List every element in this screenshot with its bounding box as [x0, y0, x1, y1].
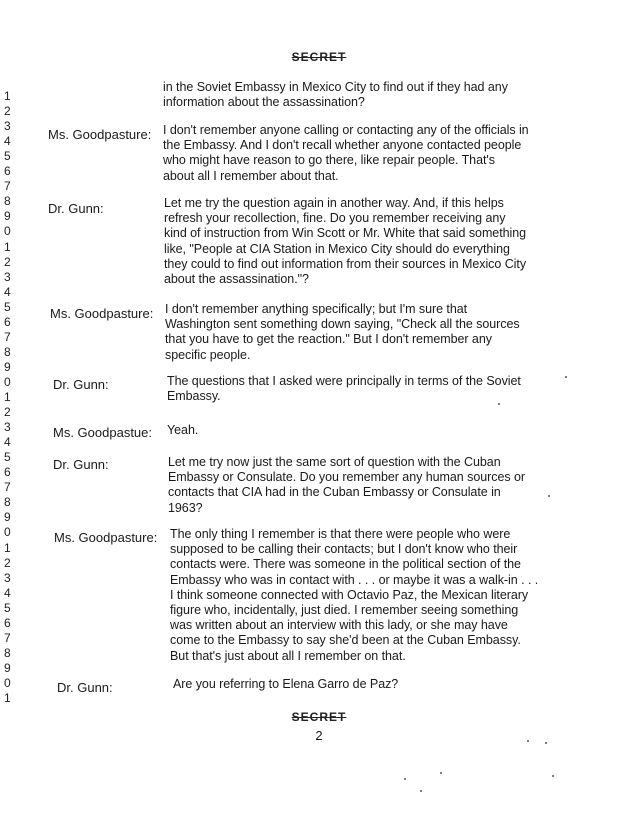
line-number: 0 [4, 675, 11, 690]
line-number: 6 [4, 314, 11, 329]
line-number: 4 [4, 435, 11, 450]
line-number: 2 [4, 254, 11, 269]
line-number: 1 [4, 239, 11, 254]
speaker-label: Dr. Gunn: [48, 201, 104, 216]
line-number: 9 [4, 359, 11, 374]
scan-speck [527, 740, 529, 742]
speech-line: figure who, incidentally, just died. I remember seeing something [170, 603, 519, 618]
line-number: 1 [4, 540, 11, 555]
line-number: 4 [4, 284, 11, 299]
line-number: 7 [4, 480, 11, 495]
speaker-label: Dr. Gunn: [53, 377, 109, 392]
line-number: 2 [4, 555, 11, 570]
line-number: 6 [4, 465, 11, 480]
line-number: 1 [4, 89, 11, 103]
speech-line: Yeah. [167, 423, 199, 437]
line-number: 8 [4, 645, 11, 660]
line-number: 4 [4, 585, 11, 600]
speech-line: I don't remember anyone calling or contacting any of the officials in [163, 123, 529, 137]
speech-line: that you have to get the reaction." But I don't remember any [165, 332, 492, 347]
line-number: 5 [4, 450, 11, 465]
speech-line: I think someone connected with Octavio Paz, the Mexican literary [170, 587, 529, 602]
speech-block [163, 80, 508, 110]
speech-block [168, 455, 525, 516]
speech-line: in the Soviet Embassy in Mexico City to find out if they had any [163, 80, 508, 94]
speech-block [173, 677, 398, 692]
speech-line: like, "People at CIA Station in Mexico City should do everything [164, 241, 510, 256]
speech-line: supposed to be calling their contacts; but I don't know who their [170, 542, 518, 557]
line-number: 9 [4, 209, 11, 224]
speech-line: contacts that CIA had in the Cuban Embassy or Consulate in [168, 485, 501, 500]
speech-block [164, 196, 526, 287]
speech-line: Let me try now just the same sort of question with the Cuban [168, 455, 501, 469]
speech-line: they could to find out information from their sources in Mexico City [164, 256, 527, 271]
speech-block [167, 374, 521, 404]
speech-line: I don't remember anything specifically; but I'm sure that [165, 302, 468, 316]
speech-line: The questions that I asked were principally in terms of the Soviet [167, 374, 521, 388]
speech-line: Washington sent something down saying, "Check all the sources [165, 317, 520, 332]
line-number: 3 [4, 269, 11, 284]
speech-line: who might have reason to go there, like repair people. That's [163, 153, 495, 168]
scan-speck [565, 376, 567, 378]
speech-block [165, 302, 520, 363]
speech-line: 1963? [168, 500, 203, 515]
scan-speck [404, 778, 406, 780]
classification-footer: SECRET [291, 710, 347, 724]
speech-line: kind of instruction from Win Scott or Mr. White that said something [164, 226, 527, 241]
speech-line: But that's just about all I remember on that. [170, 648, 406, 663]
speech-line: come to the Embassy to say she'd been at the Cuban Embassy. [170, 633, 521, 648]
speech-block [167, 423, 198, 438]
speech-line: was written about an interview with this lady, or she may have [170, 618, 508, 633]
speaker-label: Ms. Goodpastue: [53, 425, 152, 440]
line-number: 8 [4, 344, 11, 359]
scan-speck [498, 403, 500, 405]
scan-speck [440, 772, 442, 774]
scan-speck [420, 790, 422, 792]
classification-header: SECRET [291, 50, 347, 64]
speech-line: Embassy or Consulate. Do you remember any human sources or [168, 470, 525, 485]
line-number: 9 [4, 660, 11, 675]
line-number: 7 [4, 630, 11, 645]
speech-block [170, 527, 538, 664]
line-number: 6 [4, 164, 11, 179]
line-number: 5 [4, 299, 11, 314]
speech-line: about the assassination."? [164, 272, 309, 287]
line-number: 0 [4, 224, 11, 239]
line-number: 3 [4, 570, 11, 585]
line-number: 5 [4, 600, 11, 615]
scan-speck [552, 775, 554, 777]
line-number: 5 [4, 149, 11, 164]
speech-line: Embassy who was in contact with . . . or maybe it was a walk-in . . . [170, 572, 539, 587]
line-number: 2 [4, 405, 11, 420]
speaker-label: Dr. Gunn: [53, 457, 109, 472]
speech-line: Let me try the question again in another way. And, if this helps [164, 196, 504, 210]
scan-speck [545, 742, 547, 744]
speech-line: The only thing I remember is that there were people who were [170, 527, 511, 541]
speech-line: Are you referring to Elena Garro de Paz? [173, 677, 399, 691]
line-number: 1 [4, 691, 11, 705]
line-number: 1 [4, 390, 11, 404]
scan-speck [548, 495, 550, 497]
speaker-label: Ms. Goodpasture: [54, 530, 158, 545]
speech-block [163, 123, 529, 184]
line-number: 4 [4, 134, 11, 149]
speaker-label: Ms. Goodpasture: [48, 127, 152, 142]
line-number: 3 [4, 119, 11, 134]
speech-line: Embassy. [167, 389, 221, 404]
line-number: 9 [4, 510, 11, 525]
line-number: 6 [4, 615, 11, 630]
speech-line: specific people. [165, 347, 251, 362]
line-number: 0 [4, 525, 11, 540]
speaker-label: Ms. Goodpasture: [50, 306, 154, 321]
line-number: 8 [4, 495, 11, 510]
line-number: 7 [4, 329, 11, 344]
speech-line: contacts were. There was someone in the political section of the [170, 557, 521, 572]
speaker-label: Dr. Gunn: [57, 680, 113, 695]
line-number: 7 [4, 179, 11, 194]
speech-line: about all I remember about that. [163, 168, 339, 183]
speech-line: information about the assassination? [163, 95, 365, 110]
speech-line: the Embassy. And I don't recall whether anyone contacted people [163, 138, 522, 153]
line-number: 2 [4, 104, 11, 119]
speech-line: refresh your recollection, fine. Do you remember receiving any [164, 211, 506, 226]
line-number: 0 [4, 374, 11, 389]
line-number: 8 [4, 194, 11, 209]
line-number: 3 [4, 420, 11, 435]
page-number: 2 [315, 728, 323, 743]
